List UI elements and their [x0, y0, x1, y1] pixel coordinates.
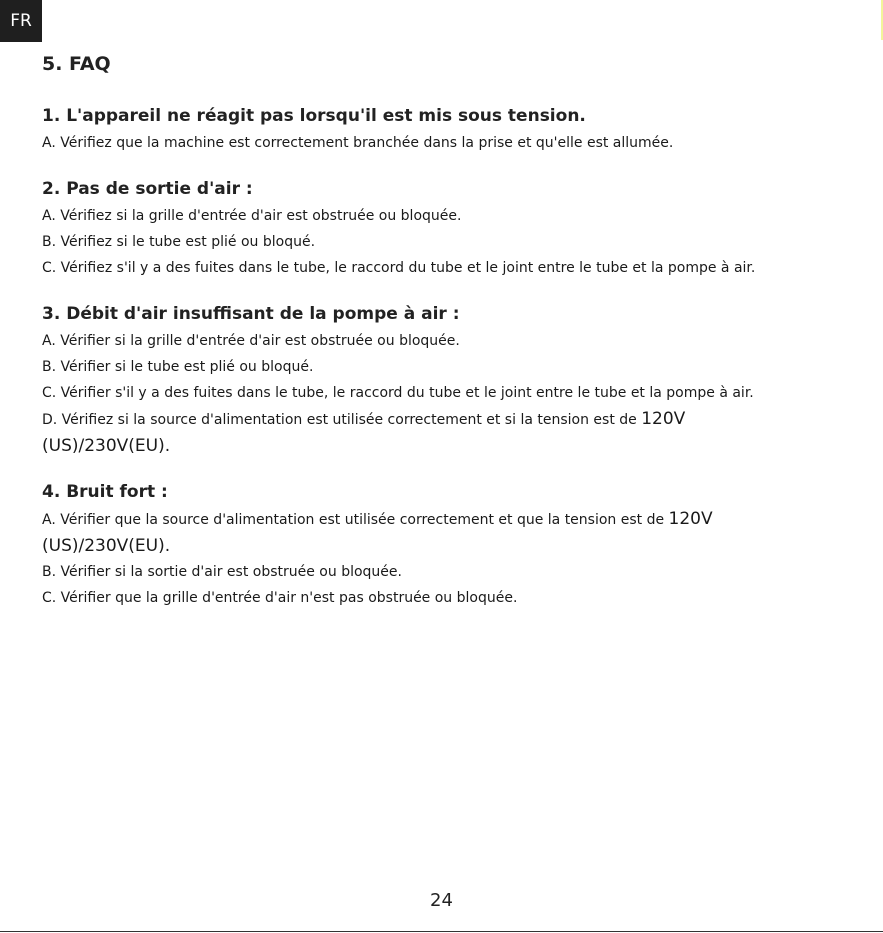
faq-answer: A. Vérifiez que la machine est correctement branchée dans la prise et qu'elle est allumée.	[42, 135, 674, 151]
faq-section-4	[42, 479, 872, 611]
voltage-continuation: (US)/230V(EU).	[42, 436, 171, 456]
faq-answer: C. Vérifier que la grille d'entrée d'air n'est pas obstruée ou bloquée.	[42, 590, 518, 606]
page-number: 24	[430, 890, 453, 911]
faq-answer: A. Vérifier si la grille d'entrée d'air est obstruée ou bloquée.	[42, 333, 460, 349]
section-heading: 1. L'appareil ne réagit pas lorsqu'il est mis sous tension.	[42, 106, 586, 126]
faq-answer: B. Vérifier si le tube est plié ou bloqué.	[42, 359, 314, 375]
faq-answer-voltage	[42, 406, 872, 433]
language-tab	[0, 0, 42, 42]
language-label: FR	[10, 11, 32, 31]
faq-answer-text: A. Vérifier que la source d'alimentation est utilisée correctement et que la tension est de	[42, 512, 669, 528]
faq-answer: C. Vérifiez s'il y a des fuites dans le tube, le raccord du tube et le joint entre le tube et la pompe à air.	[42, 260, 756, 276]
faq-content	[42, 50, 872, 631]
faq-answer-text: D. Vérifiez si la source d'alimentation est utilisée correctement et si la tension est de	[42, 412, 642, 428]
page-title: 5. FAQ	[42, 53, 111, 75]
bottom-rule	[0, 931, 883, 932]
section-heading: 4. Bruit fort :	[42, 482, 168, 502]
faq-answer-voltage	[42, 506, 872, 533]
faq-answer: C. Vérifier s'il y a des fuites dans le tube, le raccord du tube et le joint entre le tube et la pompe à air.	[42, 385, 754, 401]
faq-section-2	[42, 176, 872, 281]
voltage-value: 120V	[668, 509, 713, 529]
faq-answer: B. Vérifier si la sortie d'air est obstruée ou bloquée.	[42, 564, 402, 580]
faq-answer: B. Vérifiez si le tube est plié ou bloqué.	[42, 234, 316, 250]
faq-section-1	[42, 103, 872, 156]
section-heading: 3. Débit d'air insuffisant de la pompe à air :	[42, 304, 460, 324]
voltage-continuation: (US)/230V(EU).	[42, 536, 171, 556]
section-heading: 2. Pas de sortie d'air :	[42, 179, 253, 199]
faq-section-3	[42, 301, 872, 459]
voltage-value: 120V	[641, 409, 686, 429]
faq-answer: A. Vérifiez si la grille d'entrée d'air est obstruée ou bloquée.	[42, 208, 462, 224]
